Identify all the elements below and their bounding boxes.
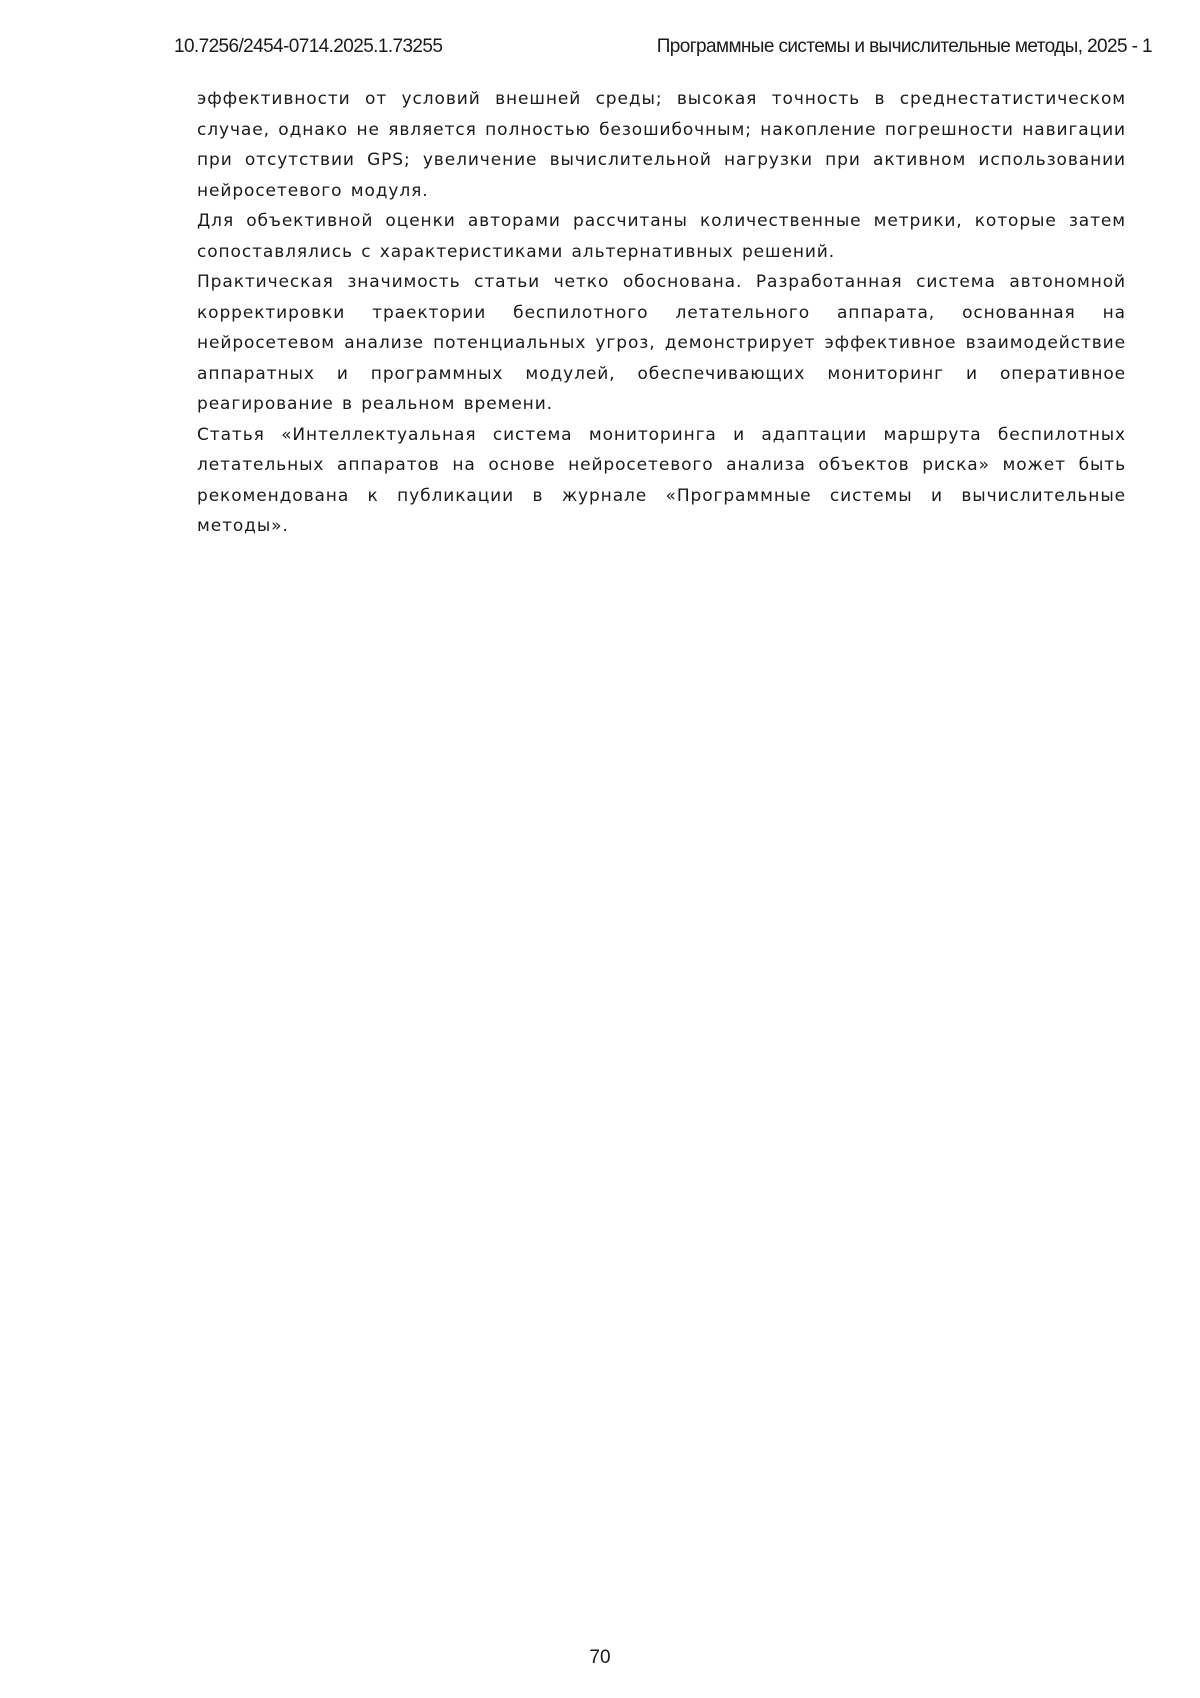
body-paragraph: эффективности от условий внешней среды; высокая точность в среднестатистическом случае, однако не является полностью безошибочным; накопление погрешности навигации при отсутствии GPS; увеличение вычислительной нагрузки при активном использовании нейросетевого модуля. — [197, 89, 1126, 201]
header-journal-title: Программные системы и вычислительные методы, 2025 - 1 — [656, 36, 1152, 57]
header-doi: 10.7256/2454-0714.2025.1.73255 — [174, 36, 443, 57]
body-paragraph: Для объективной оценки авторами рассчитаны количественные метрики, которые затем сопоставлялись с характеристиками альтернативных решений. — [197, 211, 1126, 262]
body-paragraph: Практическая значимость статьи четко обоснована. Разработанная система автономной корректировки траектории беспилотного летательного аппарата, основанная на нейросетевом анализе потенциальных угроз, демонстрирует эффективное взаимодействие аппаратных и программных модулей, обеспечивающих мониторинг и оперативное реагирование в реальном времени. — [197, 272, 1126, 414]
page-number: 70 — [589, 1647, 611, 1668]
body-paragraph: Статья «Интеллектуальная система мониторинга и адаптации маршрута беспилотных летательных аппаратов на основе нейросетевого анализа объектов риска» может быть рекомендована к публикации в журнале «Программные системы и вычислительные методы». — [197, 424, 1126, 536]
article-body — [197, 84, 1126, 542]
